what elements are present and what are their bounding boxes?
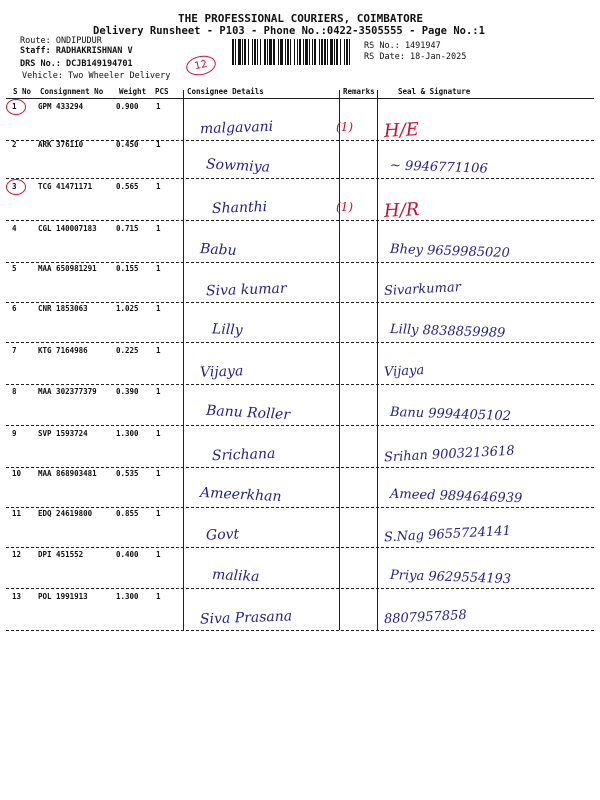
row-consignment-no: ARK 376110 [38, 140, 84, 149]
table-row [0, 425, 600, 467]
row-consignee-handwritten: Siva kumar [205, 280, 287, 300]
row-pcs: 1 [156, 102, 161, 111]
row-sno: 6 [12, 304, 17, 313]
row-consignee-handwritten: Srichana [211, 445, 276, 465]
row-sno: 2 [12, 140, 17, 149]
row-consignment-no: GPM 433294 [38, 102, 84, 111]
rs-date: RS Date: 18-Jan-2025 [364, 52, 467, 62]
table-row [0, 136, 600, 178]
row-signature-handwritten: 8807957858 [383, 607, 468, 628]
row-pcs: 1 [156, 304, 161, 313]
company-title: THE PROFESSIONAL COURIERS, COIMBATORE [178, 12, 424, 25]
row-signature-handwritten: S.Nag 9655724141 [383, 523, 512, 546]
count-circle-annotation: 12 [184, 53, 217, 78]
row-sno: 8 [12, 387, 17, 396]
row-pcs: 1 [156, 469, 161, 478]
row-remarks-mark: (1) [336, 200, 353, 214]
row-pcs: 1 [156, 182, 161, 191]
table-header [0, 86, 600, 98]
row-consignee-handwritten: Sowmiya [205, 156, 271, 176]
row-weight: 0.390 [116, 387, 139, 396]
row-signature-handwritten: Srihan 9003213618 [383, 443, 515, 466]
row-pcs: 1 [156, 140, 161, 149]
row-consignment-no: MAA 650981291 [38, 264, 97, 273]
staff-label: Staff: RADHAKRISHNAN V [20, 46, 133, 56]
table-row [0, 588, 600, 630]
row-weight: 0.900 [116, 102, 139, 111]
table-row [0, 220, 600, 262]
row-consignee-handwritten: malika [211, 566, 260, 586]
row-pcs: 1 [156, 592, 161, 601]
row-weight: 0.155 [116, 264, 139, 273]
col-header-consignment: Consignment No [40, 87, 104, 96]
row-consignee-handwritten: Babu [199, 241, 238, 259]
row-consignment-no: MAA 868903481 [38, 469, 97, 478]
row-signature-handwritten: H/E [383, 119, 420, 142]
rs-number: RS No.: 1491947 [364, 41, 441, 51]
row-signature-handwritten: Vijaya [383, 362, 425, 381]
row-consignment-no: MAA 302377379 [38, 387, 97, 396]
row-signature-handwritten: Priya 9629554193 [389, 567, 512, 588]
row-consignment-no: POL 1991913 [38, 592, 88, 601]
row-pcs: 1 [156, 429, 161, 438]
vehicle-label: Vehicle: Two Wheeler Delivery [22, 71, 171, 81]
row-signature-handwritten: Banu 9994405102 [389, 404, 512, 425]
row-pcs: 1 [156, 346, 161, 355]
row-sno: 13 [12, 592, 22, 601]
row-signature-handwritten: H/R [383, 199, 420, 222]
row-pcs: 1 [156, 224, 161, 233]
row-consignment-no: SVP 1593724 [38, 429, 88, 438]
row-weight: 0.715 [116, 224, 139, 233]
col-header-consignee: Consignee Details [187, 87, 264, 96]
row-pcs: 1 [156, 550, 161, 559]
row-consignee-handwritten: malgavani [199, 118, 274, 138]
row-sno: 9 [12, 429, 17, 438]
row-weight: 0.400 [116, 550, 139, 559]
row-sno: 3 [12, 182, 17, 191]
row-weight: 1.300 [116, 429, 139, 438]
table-row [0, 383, 600, 425]
row-consignment-no: EDQ 24619800 [38, 509, 93, 518]
col-header-weight: Weight [119, 87, 147, 96]
row-consignment-no: DPI 451552 [38, 550, 84, 559]
col-header-signature: Seal & Signature [398, 87, 471, 96]
row-weight: 0.225 [116, 346, 139, 355]
row-consignee-handwritten: Vijaya [199, 363, 244, 381]
row-pcs: 1 [156, 509, 161, 518]
row-weight: 0.535 [116, 469, 139, 478]
col-header-remarks: Remarks [343, 87, 375, 96]
row-signature-handwritten: Bhey 9659985020 [389, 241, 511, 262]
row-weight: 0.565 [116, 182, 139, 191]
row-consignee-handwritten: Siva Prasana [199, 608, 293, 628]
row-consignment-no: KTG 7164986 [38, 346, 88, 355]
table-row [0, 300, 600, 342]
row-sno: 10 [12, 469, 22, 478]
table-row [0, 260, 600, 302]
table-row [0, 342, 600, 384]
table-row [0, 178, 600, 220]
row-signature-handwritten: Sivarkumar [383, 279, 462, 300]
table-row [0, 98, 600, 140]
row-consignee-handwritten: Govt [205, 526, 240, 544]
row-consignment-no: CNR 1853063 [38, 304, 88, 313]
row-consignee-handwritten: Banu Roller [205, 402, 291, 424]
row-weight: 1.025 [116, 304, 139, 313]
route-label: Route: ONDIPUDUR [20, 36, 102, 46]
row-consignment-no: CGL 140007183 [38, 224, 97, 233]
row-consignee-handwritten: Shanthi [211, 199, 268, 217]
sno-circle-mark [6, 179, 26, 195]
row-pcs: 1 [156, 264, 161, 273]
row-signature-handwritten: Lilly 8838859989 [389, 321, 506, 342]
table-row [0, 546, 600, 588]
table-row [0, 465, 600, 507]
runsheet-title: Delivery Runsheet - P103 - Phone No.:0422-3505555 - Page No.:1 [93, 25, 485, 37]
row-pcs: 1 [156, 387, 161, 396]
table-row [0, 505, 600, 547]
row-consignee-handwritten: Lilly [211, 321, 244, 339]
drs-number: DRS No.: DCJB149194701 [20, 59, 133, 69]
row-sno: 7 [12, 346, 17, 355]
row-weight: 1.300 [116, 592, 139, 601]
row-weight: 0.450 [116, 140, 139, 149]
row-remarks-mark: (1) [336, 120, 353, 134]
row-consignee-handwritten: Ameerkhan [199, 484, 282, 506]
sno-circle-mark [6, 99, 26, 115]
row-sno: 12 [12, 550, 22, 559]
row-sno: 11 [12, 509, 22, 518]
row-signature-handwritten: ~ 9946771106 [389, 158, 488, 177]
row-separator [6, 630, 594, 631]
col-header-sno: S No [13, 87, 32, 96]
col-header-pcs: PCS [155, 87, 169, 96]
row-weight: 0.855 [116, 509, 139, 518]
row-consignment-no: TCG 41471171 [38, 182, 93, 191]
barcode-image [232, 39, 352, 65]
row-sno: 1 [12, 102, 17, 111]
row-signature-handwritten: Ameed 9894646939 [389, 486, 523, 507]
row-sno: 5 [12, 264, 17, 273]
row-sno: 4 [12, 224, 17, 233]
